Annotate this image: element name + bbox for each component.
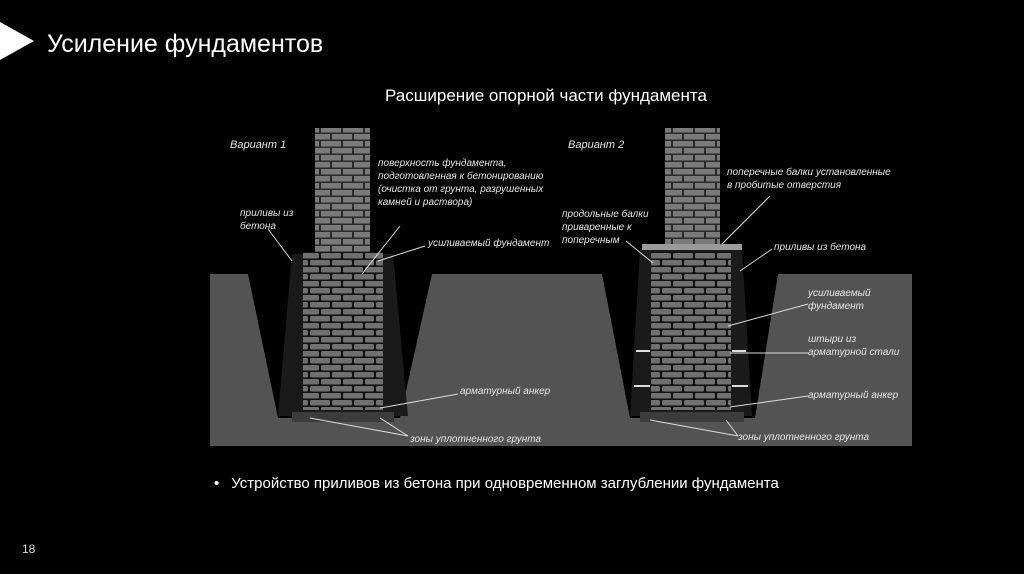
crossbeam: [642, 244, 742, 250]
pins-label-line1: штыри из: [808, 334, 857, 345]
surface-label-line2: подготовленная к бетонированию: [378, 171, 544, 182]
variant1-title: Вариант 1: [230, 139, 287, 151]
longbeams-label-line3: поперечным: [562, 235, 620, 246]
soil-zones-label: зоны уплотненного грунта: [738, 432, 870, 443]
longbeams-label-line2: приваренные к: [562, 222, 632, 233]
bullet-text: Устройство приливов из бетона при одновременном заглублении фундамента: [231, 475, 779, 492]
inflows-label-line1: приливы из: [240, 208, 294, 219]
inflows-label: приливы из бетона: [774, 242, 867, 253]
crossbeams-label-line2: в пробитые отверстия: [727, 180, 842, 191]
bullet-item: [214, 475, 779, 492]
anchor-label: арматурный анкер: [808, 390, 899, 401]
wall-brick: [315, 128, 370, 254]
compacted-soil-zone: [640, 412, 744, 422]
bullet-marker: •: [214, 475, 220, 492]
surface-label-line4: камней и раствора): [378, 197, 473, 208]
soil-zones-label: зоны уплотненного грунта: [410, 434, 542, 445]
reinforced-label-line1: усиливаемый: [808, 288, 871, 299]
compacted-soil-zone: [292, 412, 394, 422]
title-arrow-icon: [0, 22, 34, 60]
crossbeams-label-line1: поперечные балки установленные: [727, 167, 891, 178]
surface-label-line3: (очистка от грунта, разрушенных: [378, 184, 544, 195]
foundation-diagram: [210, 126, 912, 446]
anchor-label: арматурный анкер: [460, 386, 551, 397]
longbeams-label-line1: продольные балки: [562, 209, 649, 220]
brick-foundation: [303, 252, 383, 410]
page-title: Усиление фундаментов: [47, 30, 324, 58]
brick-foundation: [651, 252, 731, 410]
wall-brick: [665, 128, 720, 246]
reinforced-foundation-label: усиливаемый фундамент: [428, 238, 550, 249]
pins-label-line2: арматурной стали: [808, 347, 900, 358]
variant2-title: Вариант 2: [568, 139, 625, 151]
page-number: 18: [22, 542, 36, 556]
surface-label-line1: поверхность фундамента,: [378, 158, 507, 169]
inflows-label-line2: бетона: [240, 221, 276, 232]
diagram-subtitle: Расширение опорной части фундамента: [385, 86, 707, 105]
reinforced-label-line2: фундамент: [808, 301, 864, 312]
